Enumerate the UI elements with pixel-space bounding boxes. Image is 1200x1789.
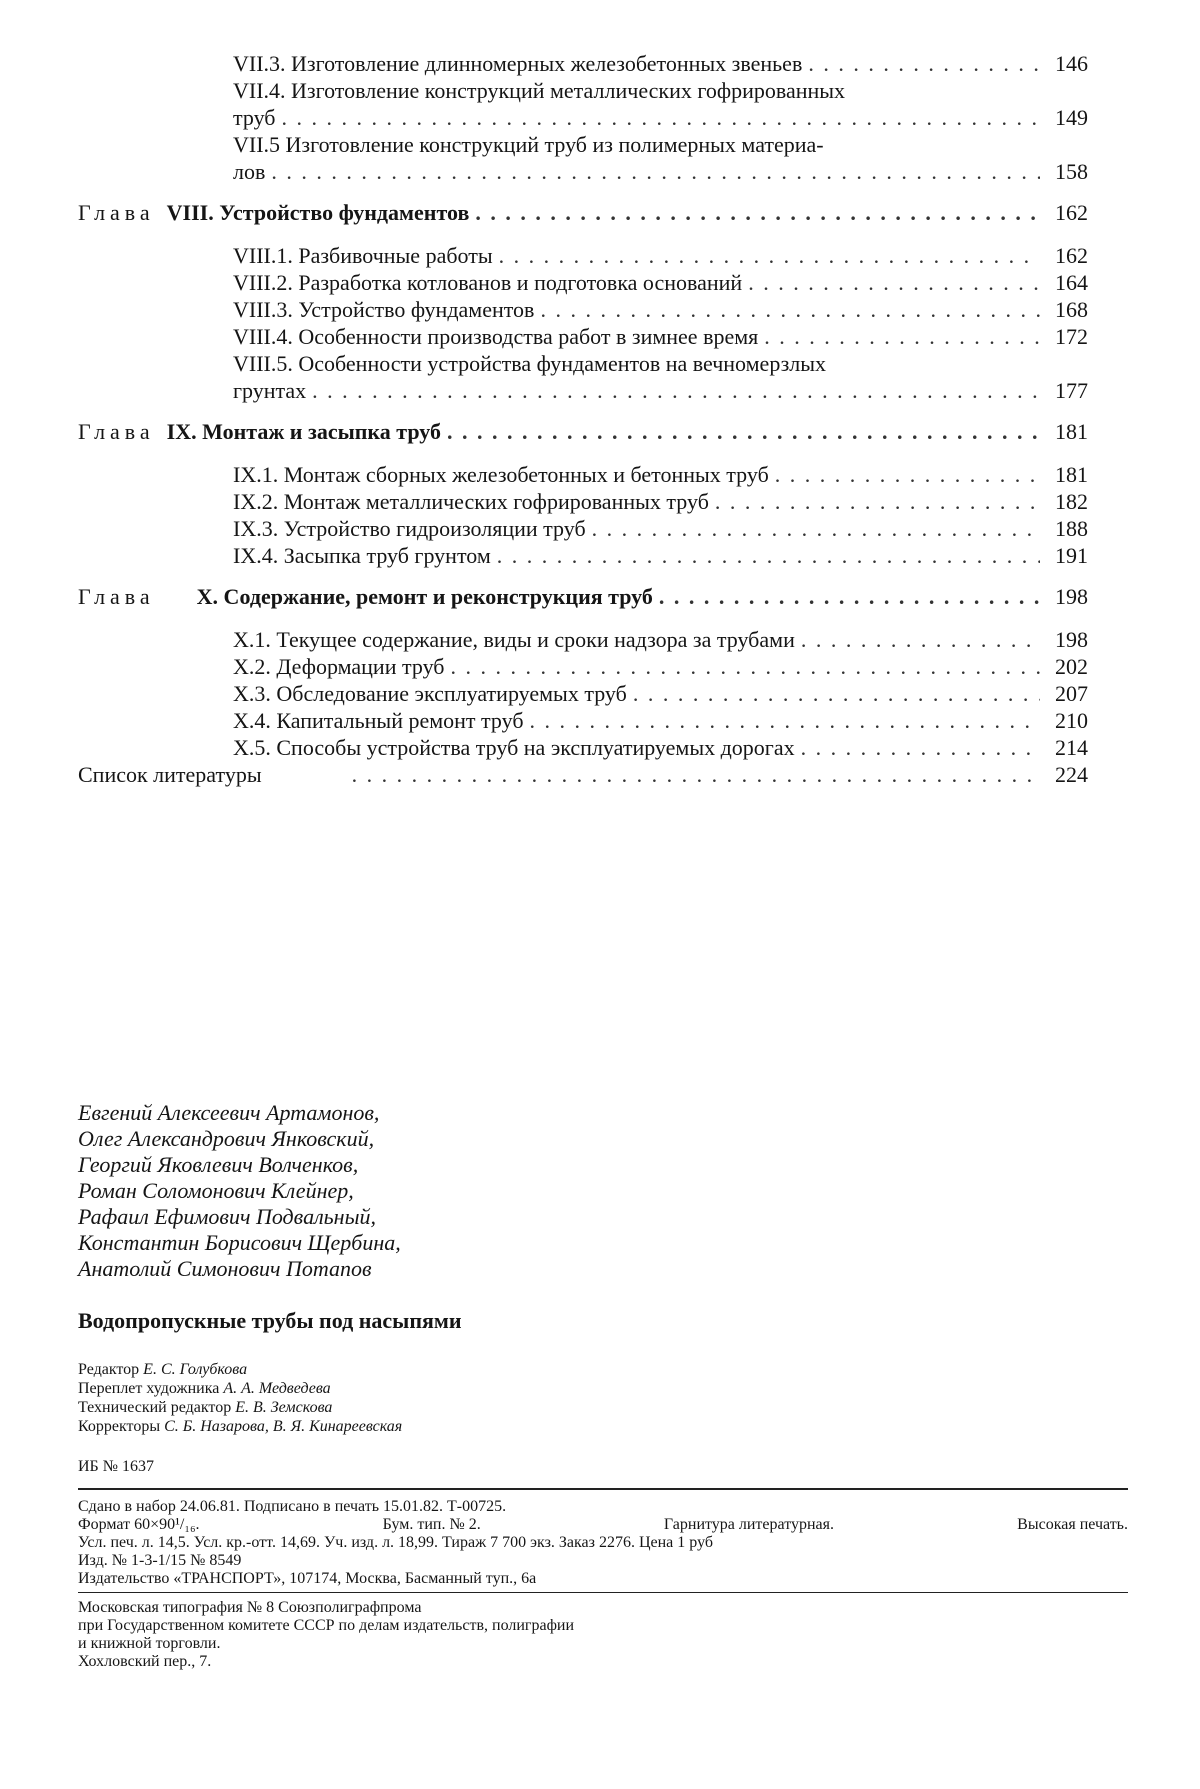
toc-entry-text: X.2. Деформации труб (233, 654, 445, 679)
chapter-label: Глава (78, 584, 155, 609)
author-name: Анатолий Симонович Потапов (78, 1256, 372, 1281)
toc-page-number: 182 (1055, 489, 1088, 514)
book-title: Водопропускные трубы под насыпями (78, 1308, 462, 1333)
imprint-line: Издательство «ТРАНСПОРТ», 107174, Москва, Басманный туп., 6а (78, 1570, 537, 1587)
toc-page-number: 149 (1055, 105, 1088, 130)
toc-page-number: 202 (1055, 654, 1088, 679)
leader-dots (475, 199, 1040, 226)
toc-entry-text: X.5. Способы устройства труб на эксплуатируемых дорогах (233, 735, 795, 760)
imprint-line: Сдано в набор 24.06.81. Подписано в печать 15.01.82. Т-00725. (78, 1498, 507, 1515)
toc-entry-text: X.3. Обследование эксплуатируемых труб (233, 681, 627, 706)
leader-dots (592, 515, 1040, 542)
leader-dots (530, 707, 1040, 734)
chapter-heading (78, 583, 1088, 610)
toc-page-number: 210 (1055, 708, 1088, 733)
staff-line (78, 1398, 1128, 1417)
toc-page-number: 181 (1055, 419, 1088, 444)
leader-dots (271, 158, 1040, 185)
toc-entry (78, 734, 1088, 761)
toc-entry-text: VIII.1. Разбивочные работы (233, 243, 493, 268)
leader-dots (775, 461, 1040, 488)
staff-line (78, 1417, 1128, 1436)
printer-line: Московская типография № 8 Союзполиграфпрома (78, 1599, 422, 1616)
table-of-contents (78, 50, 1088, 788)
leader-dots (447, 418, 1040, 445)
toc-entry (78, 680, 1088, 707)
chapter-title: IX. Монтаж и засыпка труб (166, 419, 442, 444)
imprint-typeface: Гарнитура литературная. (663, 1516, 835, 1533)
imprint (78, 1498, 1128, 1588)
divider (78, 1488, 1128, 1490)
toc-page-number: 214 (1055, 735, 1088, 760)
toc-entry (78, 242, 1088, 269)
leader-dots (659, 583, 1040, 610)
toc-entry (78, 461, 1088, 488)
author-name: Евгений Алексеевич Артамонов, (78, 1100, 380, 1125)
toc-entry-text: труб (233, 105, 276, 130)
toc-page-number: 162 (1055, 243, 1088, 268)
printer-info (78, 1599, 1128, 1671)
toc-entry (78, 296, 1088, 323)
toc-page-number: 162 (1055, 200, 1088, 225)
leader-dots (748, 269, 1040, 296)
toc-entry (78, 626, 1088, 653)
chapter-heading (78, 418, 1088, 445)
staff-name: Е. В. Земскова (235, 1399, 333, 1416)
toc-entry-continuation (78, 104, 1088, 131)
staff-name: Е. С. Голубкова (143, 1361, 248, 1378)
toc-page-number: 198 (1055, 584, 1088, 609)
toc-entry (78, 131, 1088, 158)
editorial-staff (78, 1360, 1128, 1436)
staff-role: Редактор (78, 1361, 140, 1378)
author-name: Роман Соломонович Клейнер, (78, 1178, 354, 1203)
divider (78, 1592, 1128, 1593)
toc-entry (78, 50, 1088, 77)
toc-entry (78, 488, 1088, 515)
leader-dots (715, 488, 1040, 515)
toc-page-number: 188 (1055, 516, 1088, 541)
toc-entry-text: VIII.3. Устройство фундаментов (233, 297, 535, 322)
chapter-title: VIII. Устройство фундаментов (166, 200, 470, 225)
leader-dots (352, 761, 1040, 788)
imprint-format: Формат 60×90¹/₁₆. (78, 1516, 200, 1533)
staff-name: С. Б. Назарова, В. Я. Кинареевская (164, 1418, 403, 1435)
toc-page-number: 224 (1055, 762, 1088, 787)
toc-entry-text: X.4. Капитальный ремонт труб (233, 708, 524, 733)
leader-dots (540, 296, 1040, 323)
toc-entry-text: VII.4. Изготовление конструкций металлических гофрированных (233, 78, 846, 103)
leader-dots (764, 323, 1040, 350)
bibliography-label: Список литературы (78, 762, 262, 787)
toc-entry (78, 323, 1088, 350)
imprint-paper: Бум. тип. № 2. (382, 1516, 481, 1533)
leader-dots (282, 104, 1041, 131)
toc-entry (78, 350, 1088, 377)
toc-entry-text: VII.3. Изготовление длинномерных железобетонных звеньев (233, 51, 803, 76)
printer-line: Хохловский пер., 7. (78, 1653, 212, 1670)
imprint-printing: Высокая печать. (1017, 1516, 1128, 1533)
toc-entry-text: X.1. Текущее содержание, виды и сроки надзора за трубами (233, 627, 795, 652)
toc-entry-continuation (78, 158, 1088, 185)
imprint-line: Усл. печ. л. 14,5. Усл. кр.-отт. 14,69. Уч. изд. л. 18,99. Тираж 7 700 экз. Заказ 2276. Цена 1 руб (78, 1534, 713, 1551)
leader-dots (801, 734, 1040, 761)
imprint-line (78, 1516, 1128, 1534)
author-name: Олег Александрович Янковский, (78, 1126, 375, 1151)
staff-line (78, 1360, 1128, 1379)
toc-page-number: 207 (1055, 681, 1088, 706)
leader-dots (808, 50, 1040, 77)
bibliography-entry (78, 761, 1088, 788)
toc-page-number: 168 (1055, 297, 1088, 322)
toc-entry-text: VIII.2. Разработка котлованов и подготовка оснований (233, 270, 743, 295)
toc-entry (78, 77, 1088, 104)
author-name: Рафаил Ефимович Подвальный, (78, 1204, 376, 1229)
leader-dots (450, 653, 1040, 680)
toc-entry-text: IX.1. Монтаж сборных железобетонных и бетонных труб (233, 462, 769, 487)
toc-page-number: 172 (1055, 324, 1088, 349)
leader-dots (497, 542, 1040, 569)
toc-entry-text: лов (233, 159, 266, 184)
toc-entry (78, 269, 1088, 296)
toc-page-number: 198 (1055, 627, 1088, 652)
staff-name: А. А. Медведева (223, 1380, 331, 1397)
toc-entry-text: VII.5 Изготовление конструкций труб из полимерных материа- (233, 132, 824, 157)
leader-dots (801, 626, 1040, 653)
toc-entry-continuation (78, 377, 1088, 404)
toc-page-number: 164 (1055, 270, 1088, 295)
toc-entry-text: грунтах (233, 378, 307, 403)
ib-number: ИБ № 1637 (78, 1458, 155, 1475)
leader-dots (312, 377, 1040, 404)
author-list (78, 1100, 1128, 1282)
toc-entry (78, 653, 1088, 680)
staff-role: Переплет художника (78, 1380, 220, 1397)
toc-entry-text: IX.2. Монтаж металлических гофрированных труб (233, 489, 709, 514)
chapter-label: Глава (78, 419, 155, 444)
leader-dots (499, 242, 1040, 269)
toc-entry-text: VIII.5. Особенности устройства фундаментов на вечномерзлых (233, 351, 827, 376)
toc-entry-text: IX.3. Устройство гидроизоляции труб (233, 516, 586, 541)
staff-role: Корректоры (78, 1418, 161, 1435)
author-name: Георгий Яковлевич Волченков, (78, 1152, 359, 1177)
chapter-title: X. Содержание, ремонт и реконструкция труб (196, 584, 653, 609)
colophon (78, 1100, 1128, 1671)
staff-role: Технический редактор (78, 1399, 232, 1416)
leader-dots (633, 680, 1040, 707)
toc-entry (78, 542, 1088, 569)
toc-page-number: 181 (1055, 462, 1088, 487)
toc-page-number: 177 (1055, 378, 1088, 403)
toc-entry-text: IX.4. Засыпка труб грунтом (233, 543, 491, 568)
toc-page-number: 158 (1055, 159, 1088, 184)
staff-line (78, 1379, 1128, 1398)
chapter-label: Глава (78, 200, 155, 225)
printer-line: при Государственном комитете СССР по делам издательств, полиграфии (78, 1617, 575, 1634)
toc-entry (78, 707, 1088, 734)
toc-entry-text: VIII.4. Особенности производства работ в зимнее время (233, 324, 759, 349)
toc-page-number: 191 (1055, 543, 1088, 568)
toc-entry (78, 515, 1088, 542)
printer-line: и книжной торговли. (78, 1635, 221, 1652)
imprint-line: Изд. № 1-3-1/15 № 8549 (78, 1552, 242, 1569)
toc-page-number: 146 (1055, 51, 1088, 76)
author-name: Константин Борисович Щербина, (78, 1230, 401, 1255)
chapter-heading (78, 199, 1088, 226)
